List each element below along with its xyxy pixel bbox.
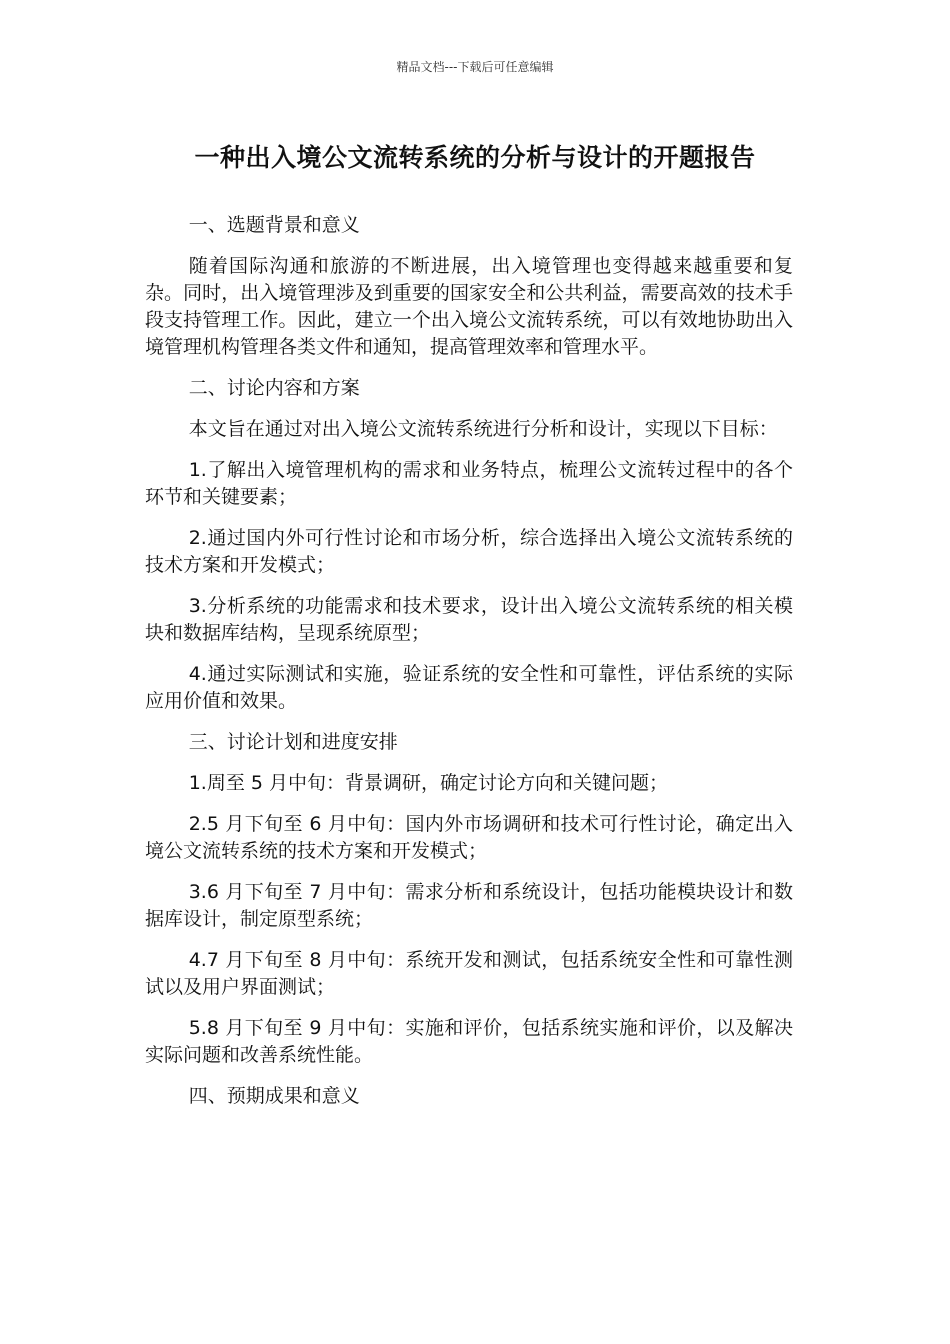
schedule-item-5: 5.8 月下旬至 9 月中旬：实施和评价，包括系统实施和评价，以及解决实际问题和改善系统性能。 [145, 1017, 793, 1066]
section-heading-4: 四、预期成果和意义 [188, 1085, 360, 1107]
section-heading-2: 二、讨论内容和方案 [188, 377, 360, 399]
paragraph-goals-intro: 本文旨在通过对出入境公文流转系统进行分析和设计，实现以下目标： [188, 418, 778, 440]
schedule-item-2: 2.5 月下旬至 6 月中旬：国内外市场调研和技术可行性讨论，确定出入境公文流转系统的技术方案和开发模式； [145, 813, 793, 862]
goal-item-2: 2.通过国内外可行性讨论和市场分析，综合选择出入境公文流转系统的技术方案和开发模式； [145, 527, 793, 576]
paragraph-background: 随着国际沟通和旅游的不断进展，出入境管理也变得越来越重要和复杂。同时，出入境管理涉及到重要的国家安全和公共利益，需要高效的技术手段支持管理工作。因此，建立一个出入境公文流转系统，可以有效地协助出入境管理机构管理各类文件和通知，提高管理效率和管理水平。 [145, 255, 793, 358]
schedule-item-1: 1.周至 5 月中旬：背景调研，确定讨论方向和关键问题； [188, 772, 668, 794]
schedule-item-3: 3.6 月下旬至 7 月中旬：需求分析和系统设计，包括功能模块设计和数据库设计，制定原型系统； [145, 881, 793, 930]
document-title: 一种出入境公文流转系统的分析与设计的开题报告 [194, 143, 756, 172]
section-heading-3: 三、讨论计划和进度安排 [188, 731, 398, 753]
goal-item-1: 1.了解出入境管理机构的需求和业务特点，梳理公文流转过程中的各个环节和关键要素； [145, 459, 793, 508]
header-note: 精品文档---下载后可任意编辑 [396, 60, 554, 74]
goal-item-3: 3.分析系统的功能需求和技术要求，设计出入境公文流转系统的相关模块和数据库结构，呈现系统原型； [145, 595, 793, 644]
document-body [145, 212, 793, 1124]
section-heading-1: 一、选题背景和意义 [188, 214, 360, 236]
goal-item-4: 4.通过实际测试和实施，验证系统的安全性和可靠性，评估系统的实际应用价值和效果。 [145, 663, 793, 712]
schedule-item-4: 4.7 月下旬至 8 月中旬：系统开发和测试，包括系统安全性和可靠性测试以及用户界面测试； [145, 949, 793, 998]
